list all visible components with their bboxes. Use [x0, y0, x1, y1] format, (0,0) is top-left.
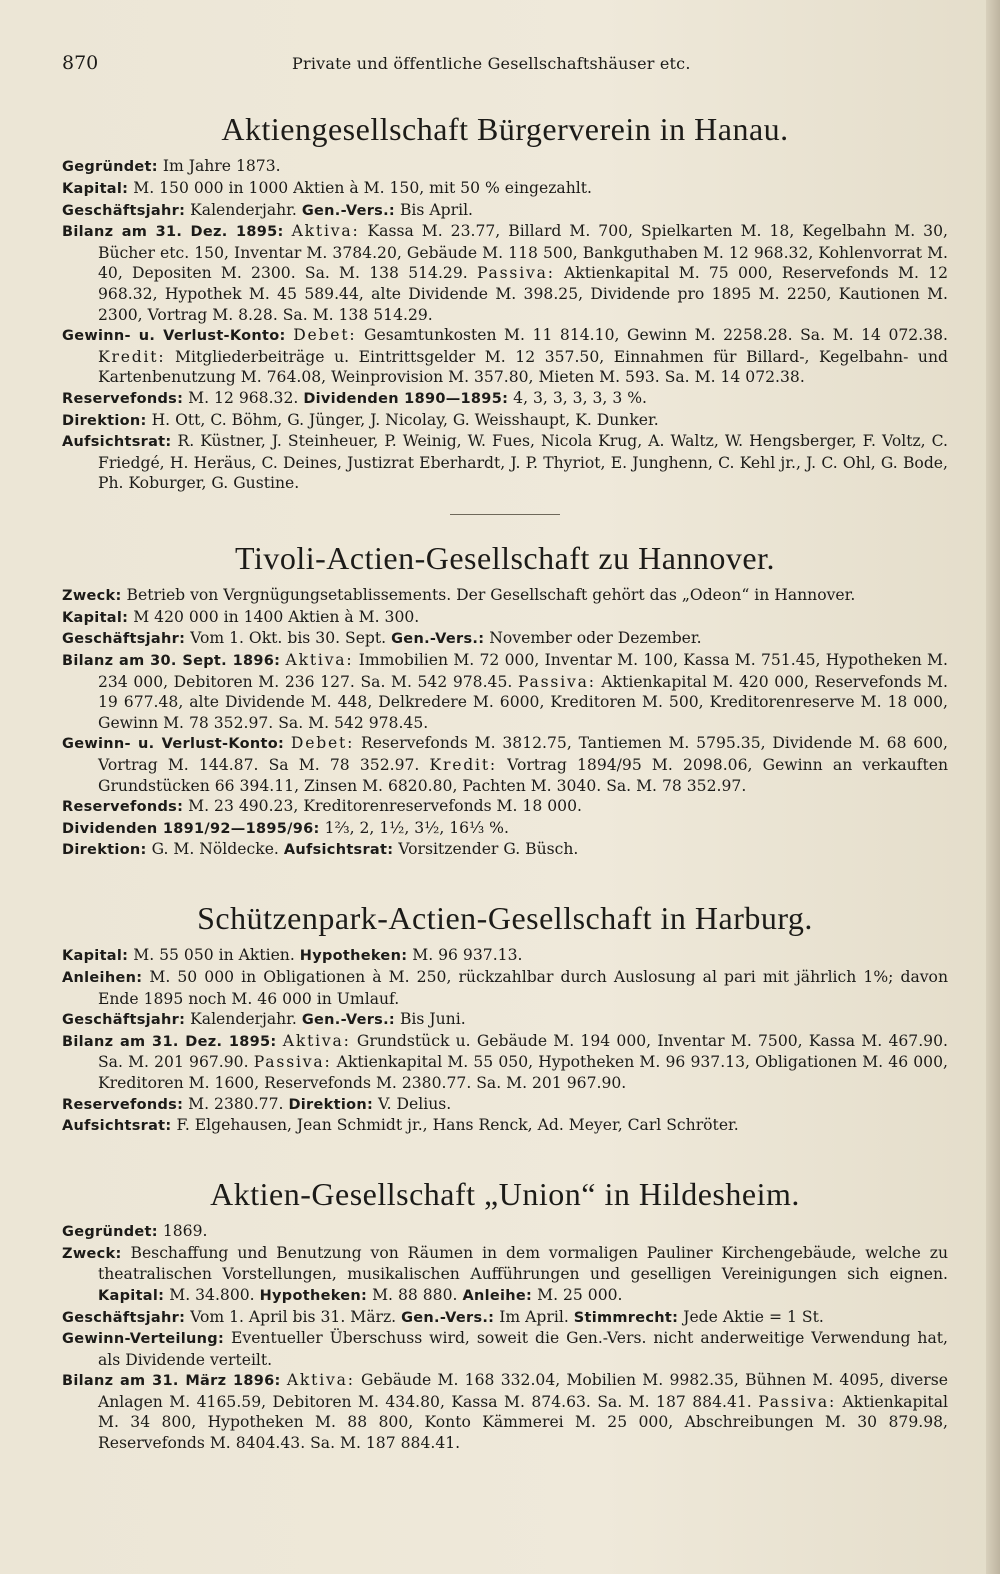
section-buergerverein-hanau: [62, 110, 948, 494]
entry-text: M. 23 490.23, Kreditorenreservefonds M. 18 000.: [183, 797, 582, 816]
entry-text: M. 96 937.13.: [407, 946, 523, 965]
entry-text: Aktienkapital M. 34 800, Hypotheken M. 88 800, Konto Kämmerei M. 25 000, Abschreibungen M. 30 879.98, Reservefonds M. 8404.43. Sa. M. 187 884.41.: [98, 1392, 948, 1453]
entry-text: M. 2380.77.: [183, 1094, 289, 1113]
entry-text: Reservefonds M. 3812.75, Tantiemen M. 5795.35, Dividende M. 68 600, Vortrag M. 144.87. Sa M. 78 352.97.: [98, 734, 948, 775]
entry-direktion: [62, 839, 948, 861]
entry-label: Zweck:: [62, 1245, 122, 1262]
passiva-label: Passiva:: [758, 1392, 837, 1411]
entry-label: Geschäftsjahr:: [62, 1309, 186, 1326]
entry-text: G. M. Nöldecke.: [146, 840, 284, 859]
entry-text: M. 55 050 in Aktien.: [128, 946, 300, 965]
entry-label: Kapital:: [62, 609, 129, 626]
entry-text: F. Elgehausen, Jean Schmidt jr., Hans Renck, Ad. Meyer, Carl Schröter.: [171, 1116, 739, 1135]
entry-gewinn-verteilung: [62, 1328, 948, 1370]
section-divider: [450, 514, 560, 515]
entry-label: Gegründet:: [62, 1224, 158, 1241]
entry-text: Aktienkapital M. 55 050, Hypotheken M. 96 937.13, Obligationen M. 46 000, Kreditoren M. 1600, Reservefonds M. 2380.77. Sa. M. 201 967.90.: [98, 1053, 948, 1092]
entry-label: Gen.-Vers.:: [301, 202, 396, 219]
entry-text: Vom 1. Okt. bis 30. Sept.: [185, 629, 392, 648]
entry-direktion: [62, 410, 948, 432]
entry-text: V. Delius.: [373, 1094, 452, 1113]
debet-label: Debet:: [290, 734, 355, 753]
entry-geschaeftsjahr: [62, 1307, 948, 1329]
section-title: Tivoli-Actien-Gesellschaft zu Hannover.: [235, 539, 775, 576]
entry-label: Zweck:: [62, 588, 122, 605]
entry-text: Eventueller Überschuss wird, soweit die Gen.-Vers. nicht anderweitige Verwendung hat, als Dividende verteilt.: [98, 1329, 948, 1369]
entry-kapital: [62, 178, 948, 200]
entry-text: Aktienkapital M. 420 000, Reservefonds M. 19 677.48, alte Dividende M. 448, Delkredere M. 6000, Kreditoren M. 500, Kreditorenreserve M. 18 000, Gewinn M. 78 352.97. Sa. M. 542 978.45.: [98, 672, 948, 732]
entry-text: Jede Aktie = 1 St.: [678, 1307, 824, 1326]
entry-label: Kapital:: [62, 948, 129, 965]
entry-label: Kapital:: [62, 180, 129, 197]
entry-text: Vorsitzender G. Büsch.: [393, 840, 579, 859]
entry-text: Beschaffung und Benutzung von Räumen in dem vormaligen Pauliner Kirchengebäude, welche zu theatralischen Vorstellungen, musikalischen Aufführungen und geselligen Vereinigungen sich eignen.: [98, 1243, 948, 1284]
entry-text: Vortrag 1894/95 M. 2098.06, Gewinn an verkauften Grundstücken 66 394.11, Zinsen M. 6820.80, Pachten M. 3040. Sa. M. 78 352.97.: [98, 756, 948, 795]
entry-label: Reservefonds:: [62, 799, 184, 816]
entry-zweck: [62, 585, 948, 607]
entry-label: Stimmrecht:: [573, 1309, 679, 1326]
entry-bilanz: [62, 221, 948, 325]
section-union-hildesheim: [62, 1175, 948, 1454]
entry-kapital: [62, 607, 948, 629]
entry-label: Hypotheken:: [299, 948, 408, 965]
entry-text: M. 88 880.: [367, 1285, 463, 1304]
entry-label: Bilanz am 31. März 1896:: [62, 1373, 281, 1390]
entry-label: Gewinn-Verteilung:: [62, 1331, 225, 1348]
entry-text: Im Jahre 1873.: [157, 157, 281, 176]
entry-text: Im April.: [494, 1307, 574, 1326]
entry-zweck: [62, 1243, 948, 1307]
entry-text: M. 150 000 in 1000 Aktien à M. 150, mit 50 % eingezahlt.: [128, 178, 592, 197]
section-title: Aktiengesellschaft Bürgerverein in Hanau.: [221, 111, 789, 147]
passiva-label: Passiva:: [517, 672, 596, 691]
entry-geschaeftsjahr: [62, 628, 948, 650]
entry-text: November oder Dezember.: [484, 629, 702, 648]
entry-geschaeftsjahr: [62, 200, 948, 222]
entry-text: 1⅔, 2, 1½, 3½, 16⅓ %.: [319, 818, 509, 837]
entry-reservefonds: [62, 388, 948, 410]
entry-label: Bilanz am 30. Sept. 1896:: [62, 653, 281, 670]
entry-text: 1869.: [157, 1222, 208, 1241]
entry-label: Direktion:: [62, 842, 147, 859]
aktiva-label: Aktiva:: [285, 651, 354, 670]
entry-label: Anleihen:: [62, 969, 143, 986]
entry-text: R. Küstner, J. Steinheuer, P. Weinig, W. Fues, Nicola Krug, A. Waltz, W. Hengsberger, F. Voltz, C. Friedgé, H. Heräus, C. Deines, Justizrat Eberhardt, J. P. Thyriot, E. Junghenn, C. Kehl jr., J. C. Ohl, G. Bode, Ph. Koburger, G. Gustine.: [98, 432, 948, 493]
entry-label: Direktion:: [288, 1096, 374, 1113]
kredit-label: Kredit:: [429, 756, 497, 775]
page-edge-shadow: [986, 0, 1000, 1574]
entry-text: M. 50 000 in Obligationen à M. 250, rückzahlbar durch Auslosung al pari mit jährlich 1%; davon Ende 1895 noch M. 46 000 in Umlauf.: [98, 967, 948, 1008]
entry-label: Aufsichtsrat:: [62, 1118, 172, 1135]
entry-label: Reservefonds:: [62, 1096, 184, 1113]
entry-text: M 420 000 in 1400 Aktien à M. 300.: [128, 607, 420, 626]
entry-geschaeftsjahr: [62, 1009, 948, 1031]
entry-text: Gebäude M. 168 332.04, Mobilien M. 9982.35, Bühnen M. 4095, diverse Anlagen M. 4165.59, Debitoren M. 434.80, Kassa M. 874.63. Sa. M. 187 884.41.: [98, 1371, 948, 1411]
entry-text: M. 25 000.: [532, 1285, 623, 1304]
entry-aufsichtsrat: [62, 1115, 948, 1137]
entry-text: Gesamtunkosten M. 11 814.10, Gewinn M. 2258.28. Sa. M. 14 072.38.: [356, 326, 948, 345]
entry-gewinn-verlust: [62, 733, 948, 796]
entry-dividenden: [62, 818, 948, 840]
entry-text: M. 34.800.: [164, 1285, 260, 1304]
aktiva-label: Aktiva:: [291, 222, 360, 241]
entry-label: Aufsichtsrat:: [62, 434, 172, 451]
entry-text: Immobilien M. 72 000, Inventar M. 100, Kassa M. 751.45, Hypotheken M. 234 000, Debitoren M. 236 127. Sa. M. 542 978.45.: [98, 651, 948, 691]
entry-label: Hypotheken:: [259, 1287, 368, 1304]
entry-text: Grundstück u. Gebäude M. 194 000, Inventar M. 7500, Kassa M. 467.90. Sa. M. 201 967.90.: [98, 1031, 948, 1072]
entry-bilanz: [62, 650, 948, 733]
entry-label: Kapital:: [98, 1287, 165, 1304]
entry-label: Gen.-Vers.:: [391, 631, 485, 648]
entry-label: Direktion:: [62, 412, 147, 429]
entry-text: Betrieb von Vergnügungsetablissements. Der Gesellschaft gehört das „Odeon“ in Hannover.: [121, 586, 856, 605]
entry-label: Gegründet:: [62, 159, 158, 176]
entry-label: Gen.-Vers.:: [401, 1309, 495, 1326]
entry-bilanz: [62, 1370, 948, 1453]
entry-text: Bis Juni.: [395, 1010, 466, 1029]
entry-text: H. Ott, C. Böhm, G. Jünger, J. Nicolay, G. Weisshaupt, K. Dunker.: [146, 410, 659, 429]
entry-kapital: [62, 945, 948, 967]
entry-label: Bilanz am 31. Dez. 1895:: [62, 1033, 277, 1050]
entry-label: Geschäftsjahr:: [62, 202, 186, 219]
passiva-label: Passiva:: [476, 264, 555, 283]
entry-gegruendet: [62, 1221, 948, 1243]
entry-label: Bilanz am 31. Dez. 1895:: [62, 224, 284, 241]
entry-text: 4, 3, 3, 3, 3, 3 %.: [508, 388, 647, 407]
entry-text: Kalenderjahr.: [185, 1010, 302, 1029]
section-schuetzenpark-harburg: [62, 899, 948, 1137]
section-tivoli-hannover: [62, 539, 948, 861]
section-title: Aktien-Gesellschaft „Union“ in Hildesheim.: [210, 1175, 800, 1212]
section-title: Schützenpark-Actien-Gesellschaft in Harburg.: [197, 900, 813, 936]
entry-label: Reservefonds:: [62, 390, 184, 407]
running-head: Private und öffentliche Gesellschaftshäuser etc.: [292, 54, 691, 73]
entry-label: Anleihe:: [462, 1287, 533, 1304]
entry-bilanz: [62, 1031, 948, 1094]
entry-label: Dividenden 1891/92—1895/96:: [62, 820, 320, 837]
entry-text: M. 12 968.32.: [183, 388, 304, 407]
page-header: [62, 52, 948, 82]
entry-label: Dividenden 1890—1895:: [303, 390, 509, 407]
entry-reservefonds: [62, 1094, 948, 1116]
aktiva-label: Aktiva:: [282, 1031, 351, 1050]
aktiva-label: Aktiva:: [286, 1371, 355, 1390]
entry-label: Geschäftsjahr:: [62, 1012, 186, 1029]
entry-text: Mitgliederbeiträge u. Eintrittsgelder M. 12 357.50, Einnahmen für Billard-, Kegelbahn- und Kartenbenutzung M. 764.08, Weinprovision M. 357.80, Mieten M. 593. Sa. M. 14 072.38.: [98, 347, 948, 387]
debet-label: Debet:: [293, 326, 357, 345]
entry-text: Aktienkapital M. 75 000, Reservefonds M. 12 968.32, Hypothek M. 45 589.44, alte Dividende M. 398.25, Dividende pro 1895 M. 2250, Kautionen M. 2300, Vortrag M. 8.28. Sa. M. 138 514.29.: [98, 264, 948, 324]
entry-reservefonds: [62, 796, 948, 818]
entry-text: Kassa M. 23.77, Billard M. 700, Spielkarten M. 18, Kegelbahn M. 30, Bücher etc. 150, Inventar M. 3784.20, Gebäude M. 118 500, Bankguthaben M. 12 968.32, Kohlenvorrat M. 40, Depositen M. 2300. Sa. M. 138 514.29.: [98, 222, 948, 283]
page-number: 870: [62, 52, 99, 74]
entry-text: Vom 1. April bis 31. März.: [185, 1307, 402, 1326]
entry-label: Geschäftsjahr:: [62, 631, 186, 648]
kredit-label: Kredit:: [98, 347, 166, 366]
entry-aufsichtsrat: [62, 431, 948, 494]
entry-text: Kalenderjahr.: [185, 200, 302, 219]
passiva-label: Passiva:: [253, 1053, 332, 1072]
entry-gewinn-verlust: [62, 325, 948, 388]
entry-anleihen: [62, 967, 948, 1009]
entry-label: Gewinn- u. Verlust-Konto:: [62, 328, 286, 345]
entry-gegruendet: [62, 156, 948, 178]
entry-label: Aufsichtsrat:: [283, 842, 394, 859]
entry-label: Gen.-Vers.:: [301, 1012, 396, 1029]
entry-text: Bis April.: [395, 200, 474, 219]
entry-label: Gewinn- u. Verlust-Konto:: [62, 736, 285, 753]
